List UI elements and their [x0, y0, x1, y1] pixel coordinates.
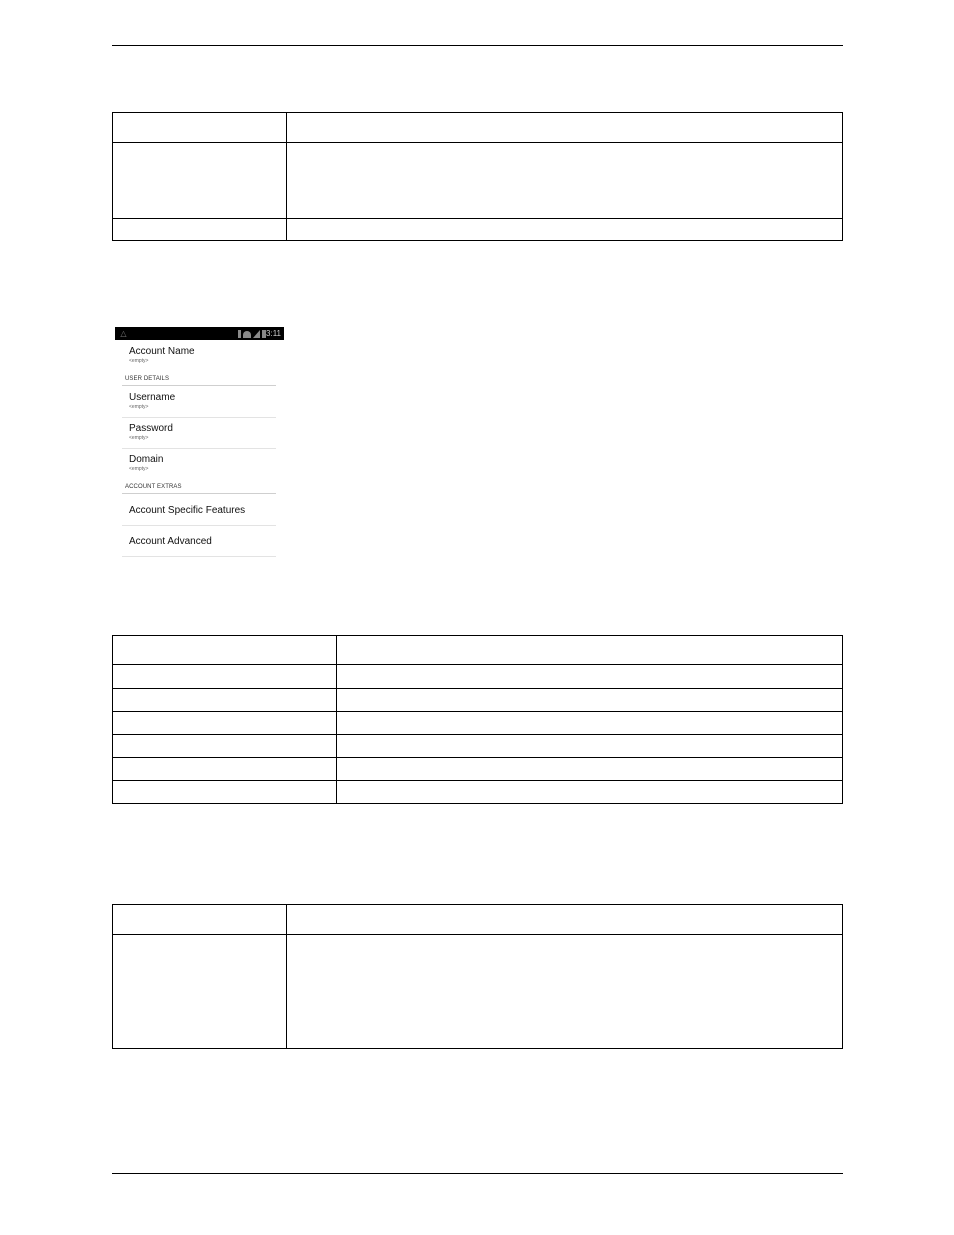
table-row: [113, 689, 843, 712]
table-cell: [337, 712, 843, 735]
table-cell: [113, 758, 337, 781]
table-cell: [337, 735, 843, 758]
pref-summary: <empty>: [129, 358, 149, 364]
pref-account-advanced[interactable]: [129, 536, 212, 548]
table-cell: [113, 712, 337, 735]
table-cell: [287, 905, 843, 935]
pref-account-specific-features[interactable]: [129, 505, 245, 517]
table-cell: [113, 905, 287, 935]
section-divider: [122, 385, 276, 386]
table-cell: [337, 636, 843, 665]
android-debug-icon: △: [120, 329, 127, 338]
table-cell: [113, 636, 337, 665]
table-cell: [337, 689, 843, 712]
pref-password[interactable]: [129, 423, 173, 442]
bluetooth-icon: [238, 330, 241, 338]
table-row: [113, 113, 843, 143]
footer-rule: [112, 1173, 843, 1174]
table-3: [112, 904, 843, 1049]
table-cell: [337, 781, 843, 804]
status-time: 3:11: [266, 329, 281, 338]
table-cell: [337, 665, 843, 689]
pref-account-name[interactable]: [129, 346, 195, 365]
table-row: [113, 219, 843, 241]
table-cell: [337, 758, 843, 781]
account-settings-screenshot: [115, 327, 284, 561]
pref-title: Account Specific Features: [129, 505, 246, 516]
pref-title: Password: [129, 423, 173, 434]
table-cell: [287, 113, 843, 143]
table-cell: [113, 219, 287, 241]
table-row: [113, 636, 843, 665]
section-account-extras: ACCOUNT EXTRAS: [125, 484, 182, 490]
table-row: [113, 143, 843, 219]
table-row: [113, 781, 843, 804]
pref-summary: <empty>: [129, 404, 149, 410]
table-row: [113, 712, 843, 735]
table-cell: [287, 935, 843, 1049]
pref-username[interactable]: [129, 392, 175, 411]
item-divider: [122, 525, 276, 526]
table-row: [113, 935, 843, 1049]
status-bar: [115, 327, 284, 340]
pref-title: Account Advanced: [129, 536, 212, 547]
item-divider: [122, 448, 276, 449]
table-cell: [287, 143, 843, 219]
header-rule: [112, 45, 843, 46]
pref-title: Account Name: [129, 346, 195, 357]
table-cell: [113, 143, 287, 219]
table-cell: [113, 735, 337, 758]
table-cell: [113, 113, 287, 143]
table-row: [113, 905, 843, 935]
pref-summary: <empty>: [129, 466, 149, 472]
section-divider: [122, 493, 276, 494]
table-cell: [113, 665, 337, 689]
table-row: [113, 665, 843, 689]
pref-domain[interactable]: [129, 454, 163, 473]
wifi-icon: [243, 331, 251, 338]
item-divider: [122, 417, 276, 418]
pref-title: Username: [129, 392, 176, 403]
pref-summary: <empty>: [129, 435, 149, 441]
item-divider: [122, 556, 276, 557]
table-2: [112, 635, 843, 804]
table-cell: [287, 219, 843, 241]
section-user-details: USER DETAILS: [125, 376, 170, 382]
table-cell: [113, 689, 337, 712]
status-icons: [238, 329, 266, 338]
table-1: [112, 112, 843, 241]
pref-title: Domain: [129, 454, 164, 465]
table-row: [113, 758, 843, 781]
signal-icon: [253, 330, 260, 338]
table-cell: [113, 935, 287, 1049]
table-cell: [113, 781, 337, 804]
table-row: [113, 735, 843, 758]
